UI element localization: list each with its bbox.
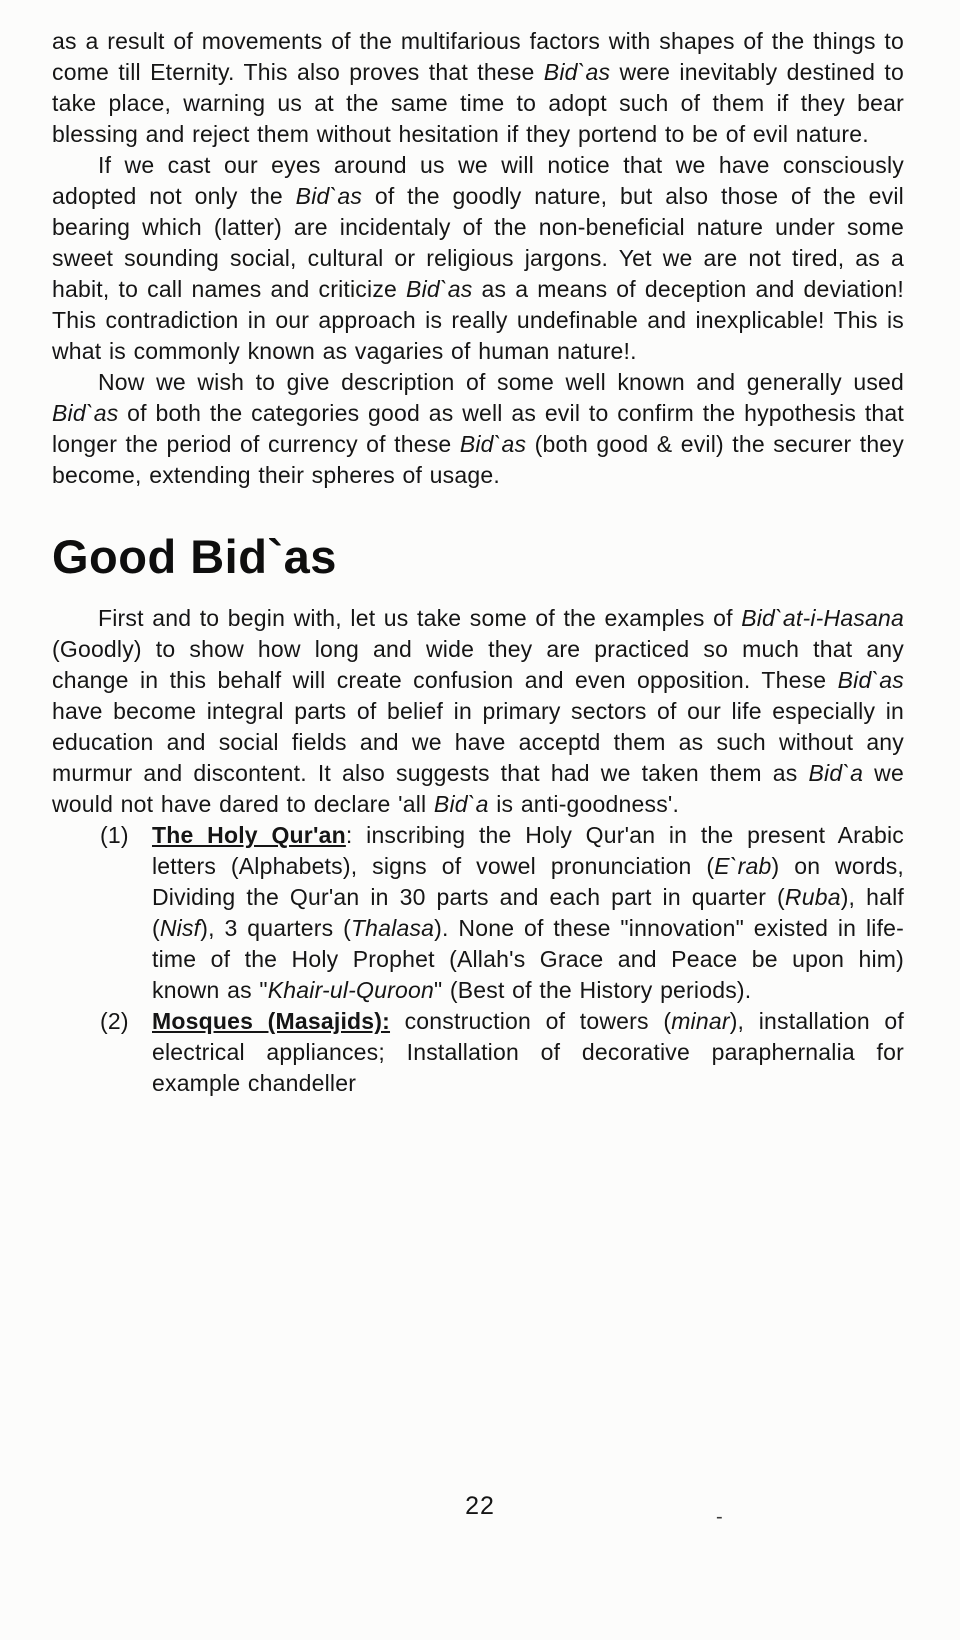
text-segment: Nisf [159,915,201,941]
stray-mark: - [716,1506,723,1528]
list-item-text [152,1006,904,1099]
text-segment: E`rab [714,853,772,879]
paragraph [52,26,904,150]
text-segment: " (Best of the History periods). [433,977,752,1003]
list-item [52,1006,904,1099]
text-segment: have become integral parts of belief in primary sectors of our life especially in education and social fields and we have acceptd them as such without any murmur and discontent. It also suggests that had we taken them as [52,698,904,786]
text-segment: Thalasa [350,915,435,941]
text-segment: Bid`as [295,183,363,209]
text-segment: (both good & evil) the securer they become, extending their spheres of usage. [52,431,904,488]
text-segment: Ruba [784,884,841,910]
page-number: 22 [465,1492,495,1520]
text-segment: The Holy Qur'an [152,822,346,848]
text-segment: as a result of movements of the multifarious factors with shapes of the things to come till Eternity. This also proves that these [52,28,904,85]
text-segment: we would not have dared to declare 'all [52,760,904,817]
paragraph [52,603,904,820]
page-footer [0,1492,960,1528]
text-segment: Bid`as [406,276,473,302]
text-segment: Khair-ul-Quroon [267,977,434,1003]
text-segment: construction of towers ( [390,1008,672,1034]
text-segment: Bid`as [459,431,527,457]
list-item-text [152,820,904,1006]
text-segment: Bid`as [837,667,904,693]
text-segment: ). None of these "innovation" existed in life-time of the Holy Prophet (Allah's Grace and Peace be upon him) known as " [152,915,905,1003]
text-segment: is anti-goodness'. [488,791,680,817]
section-heading: Good Bid`as [52,530,337,583]
list-marker: (1) [100,822,129,848]
text-segment: Bid`as [52,400,119,426]
text-segment: Mosques (Masajids): [152,1008,391,1034]
text-segment: Bid`a [808,760,864,786]
text-segment: minar [671,1008,730,1034]
text-segment: First and to begin with, let us take some of the examples of [98,605,742,631]
page-content [52,26,904,1099]
list-marker: (2) [100,1008,129,1034]
text-segment: ) on words, Dividing the Qur'an in 30 parts and each part in quarter ( [152,853,905,910]
text-segment: (Goodly) to show how long and wide they are practiced so much that any change in this behalf will create confusion and even opposition. These [52,636,904,693]
list-item [52,820,904,1006]
text-segment: were inevitably destined to take place, warning us at the same time to adopt such of them if they bear blessing and reject them without hesitation if they portend to be of evil nature. [52,59,904,147]
text-segment: Bid`as [543,59,611,85]
text-segment: Bid`a [433,791,489,817]
text-segment: of both the categories good as well as evil to confirm the hypothesis that longer the period of currency of these [52,400,904,457]
text-segment: Now we wish to give description of some well known and generally used [98,369,904,395]
text-segment: Bid`at-i-Hasana [741,605,904,631]
paragraph [52,150,904,367]
text-segment: as a means of deception and deviation! This contradiction in our approach is really undefinable and inexplicable! This is what is commonly known as vagaries of human nature!. [52,276,904,364]
paragraph [52,367,904,491]
text-segment: of the goodly nature, but also those of the evil bearing which (latter) are incidentaly of the non-beneficial nature under some sweet sounding social, cultural or religious jargons. Yet we are not tired, as a habit, to call names and criticize [52,183,904,302]
text-segment: ), 3 quarters ( [200,915,351,941]
text-segment: If we cast our eyes around us we will notice that we have consciously adopted not only the [52,152,904,209]
text-segment: : inscribing the Holy Qur'an in the present Arabic letters (Alphabets), signs of vowel pronunciation ( [152,822,904,879]
text-segment: ), half ( [152,884,904,941]
text-segment: ), installation of electrical appliances; Installation of decorative paraphernalia for example chandeller [152,1008,904,1096]
